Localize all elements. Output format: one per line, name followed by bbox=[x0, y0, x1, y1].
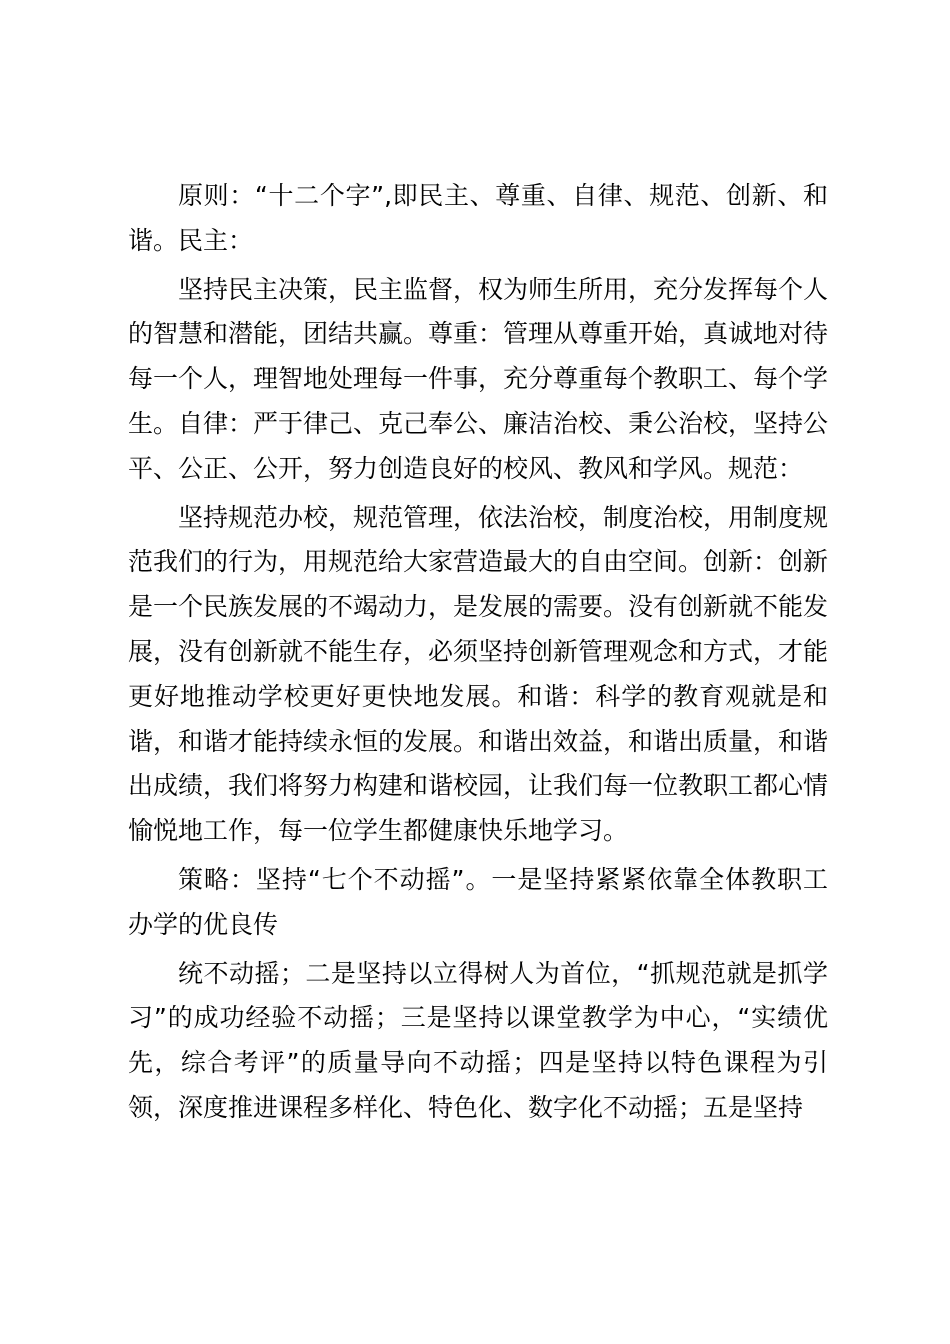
document-body bbox=[128, 174, 828, 1135]
paragraph-strategy: 策略：坚持“七个不动摇”。一是坚持紧紧依靠全体教职工办学的优良传 bbox=[128, 864, 828, 939]
paragraph-norms-innovation-harmony: 坚持规范办校，规范管理，依法治校，制度治校，用制度规范我们的行为，用规范给大家营造最大的自由空间。创新：创新是一个民族发展的不竭动力，是发展的需要。没有创新就不能发展，没有创新就不能生存，必须坚持创新管理观念和方式，才能更好地推动学校更好更快地发展。和谐：科学的教育观就是和谐，和谐才能持续永恒的发展。和谐出效益，和谐出质量，和谐出成绩，我们将努力构建和谐校园，让我们每一位教职工都心情愉悦地工作，每一位学生都健康快乐地学习。 bbox=[128, 502, 829, 846]
paragraph-principles: 原则：“十二个字”,即民主、尊重、自律、规范、创新、和谐。民主： bbox=[128, 181, 828, 255]
paragraph-democracy-respect-discipline: 坚持民主决策，民主监督，权为师生所用，充分发挥每个人的智慧和潜能，团结共赢。尊重：管理从尊重开始，真诚地对待每一个人，理智地处理每一件事，充分尊重每个教职工、每个学生。自律：严于律己、克己奉公、廉洁治校、秉公治校，坚持公平、公正、公开，努力创造良好的校风、教风和学风。规范： bbox=[128, 274, 829, 483]
paragraph-strategy-continued: 统不动摇；二是坚持以立得树人为首位，“抓规范就是抓学习”的成功经验不动摇；三是坚持以课堂教学为中心，“实绩优先，综合考评”的质量导向不动摇；四是坚持以特色课程为引领，深度推进课程多样化、特色化、数字化不动摇；五是坚持 bbox=[128, 958, 828, 1122]
